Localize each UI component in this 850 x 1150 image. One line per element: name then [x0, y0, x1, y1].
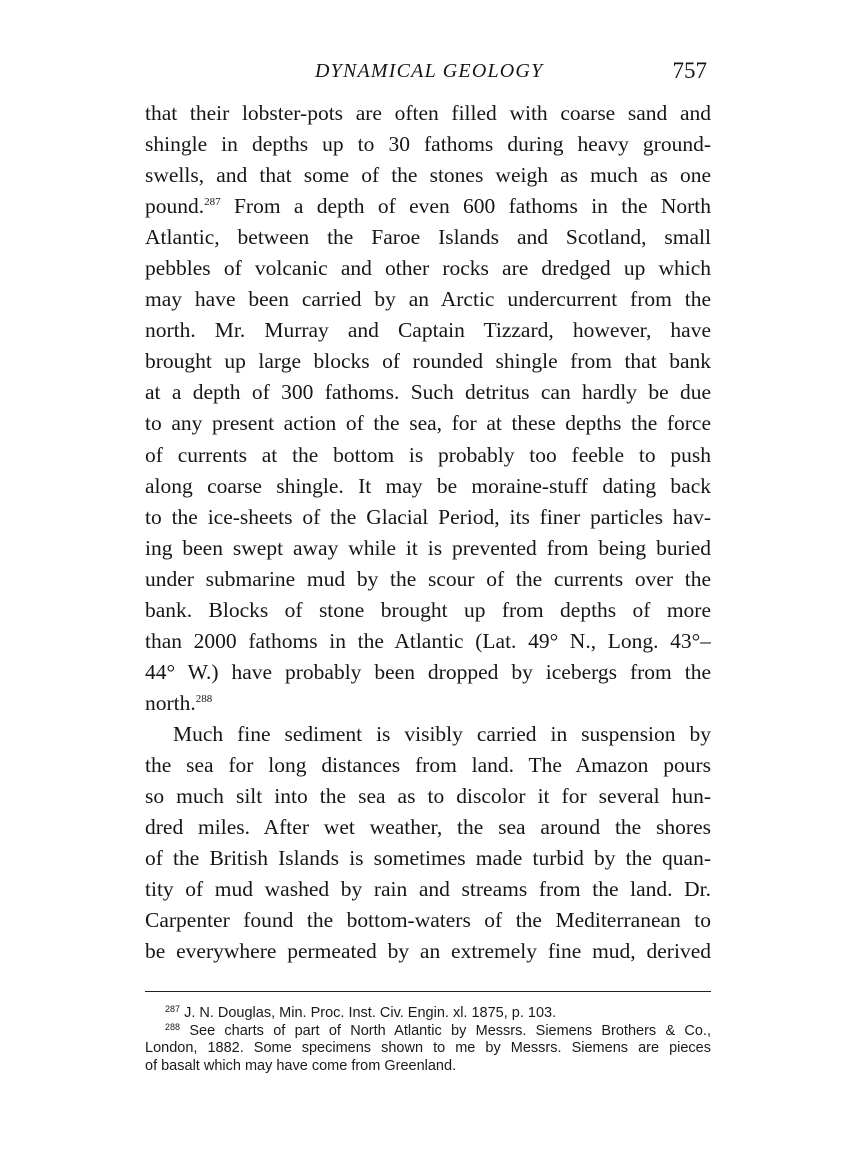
- footnote-mark: 287: [165, 1005, 181, 1014]
- line-lead: pound.: [145, 194, 205, 219]
- text-line: Atlantic, between the Faroe Islands and Scotland, small: [145, 225, 711, 250]
- line-rest: From a depth of even 600 fathoms in the North: [233, 194, 711, 219]
- text-line: bank. Blocks of stone brought up from depths of more: [145, 597, 711, 622]
- footnotes: [145, 1005, 711, 1075]
- line-lead: north.: [145, 690, 196, 715]
- text-line: under submarine mud by the scour of the currents over the: [145, 566, 711, 591]
- footnote-mark: 288: [165, 1022, 181, 1032]
- text-line: that their lobster-pots are often filled with coarse sand and: [145, 101, 711, 125]
- footnote-288: [145, 1023, 711, 1041]
- footnote-287: [145, 1005, 711, 1023]
- text-line: be everywhere permeated by an extremely fine mud, derived: [145, 939, 711, 964]
- text-line: north. Mr. Murray and Captain Tizzard, however, have: [145, 318, 711, 343]
- text-line: to the ice-sheets of the Glacial Period, its finer particles hav-: [145, 504, 711, 529]
- text-line-with-ref: [145, 191, 711, 222]
- text-line: along coarse shingle. It may be moraine-stuff dating back: [145, 473, 711, 498]
- footnote-288-cont: London, 1882. Some specimens shown to me by Messrs. Siemens are pieces: [145, 1040, 711, 1056]
- footnote-text: J. N. Douglas, Min. Proc. Inst. Civ. Engin. xl. 1875, p. 103.: [184, 1005, 557, 1021]
- text-line: of currents at the bottom is probably too feeble to push: [145, 442, 711, 467]
- text-line-with-ref: [145, 688, 711, 719]
- text-line: pebbles of volcanic and other rocks are dredged up which: [145, 256, 711, 281]
- page-number: 757: [672, 58, 707, 83]
- text-line: may have been carried by an Arctic undercurrent from the: [145, 287, 711, 312]
- text-line: brought up large blocks of rounded shingle from that bank: [145, 349, 711, 374]
- text-line: swells, and that some of the stones weigh as much as one: [145, 163, 711, 188]
- text-line: to any present action of the sea, for at these depths the force: [145, 411, 711, 436]
- text-line: tity of mud washed by rain and streams from the land. Dr.: [145, 877, 711, 902]
- text-line: than 2000 fathoms in the Atlantic (Lat. 49° N., Long. 43°–: [145, 628, 711, 653]
- text-line: dred miles. After wet weather, the sea around the shores: [145, 815, 711, 840]
- body-text: [145, 98, 711, 967]
- footnote-ref-288: 288: [195, 692, 213, 705]
- text-line: shingle in depths up to 30 fathoms during heavy ground-: [145, 132, 711, 157]
- footnote-ref-287: 287: [204, 196, 221, 209]
- text-line: 44° W.) have probably been dropped by icebergs from the: [145, 659, 711, 684]
- text-line: the sea for long distances from land. The Amazon pours: [145, 752, 711, 777]
- text-line: of the British Islands is sometimes made turbid by the quan-: [145, 846, 711, 871]
- footnote-text: See charts of part of North Atlantic by Messrs. Siemens Brothers & Co.,: [189, 1022, 711, 1039]
- footnote-divider: [145, 991, 711, 992]
- text-line: at a depth of 300 fathoms. Such detritus can hardly be due: [145, 380, 711, 405]
- running-head: DYNAMICAL GEOLOGY: [315, 60, 544, 82]
- footnote-288-cont: of basalt which may have come from Greenland.: [145, 1057, 457, 1074]
- text-line: so much silt into the sea as to discolor it for several hun-: [145, 784, 711, 809]
- text-line: ing been swept away while it is prevented from being buried: [145, 535, 711, 560]
- text-line: Carpenter found the bottom-waters of the Mediterranean to: [145, 908, 711, 933]
- paragraph-start-line: Much fine sediment is visibly carried in suspension by: [173, 721, 711, 746]
- page-header: [145, 58, 711, 90]
